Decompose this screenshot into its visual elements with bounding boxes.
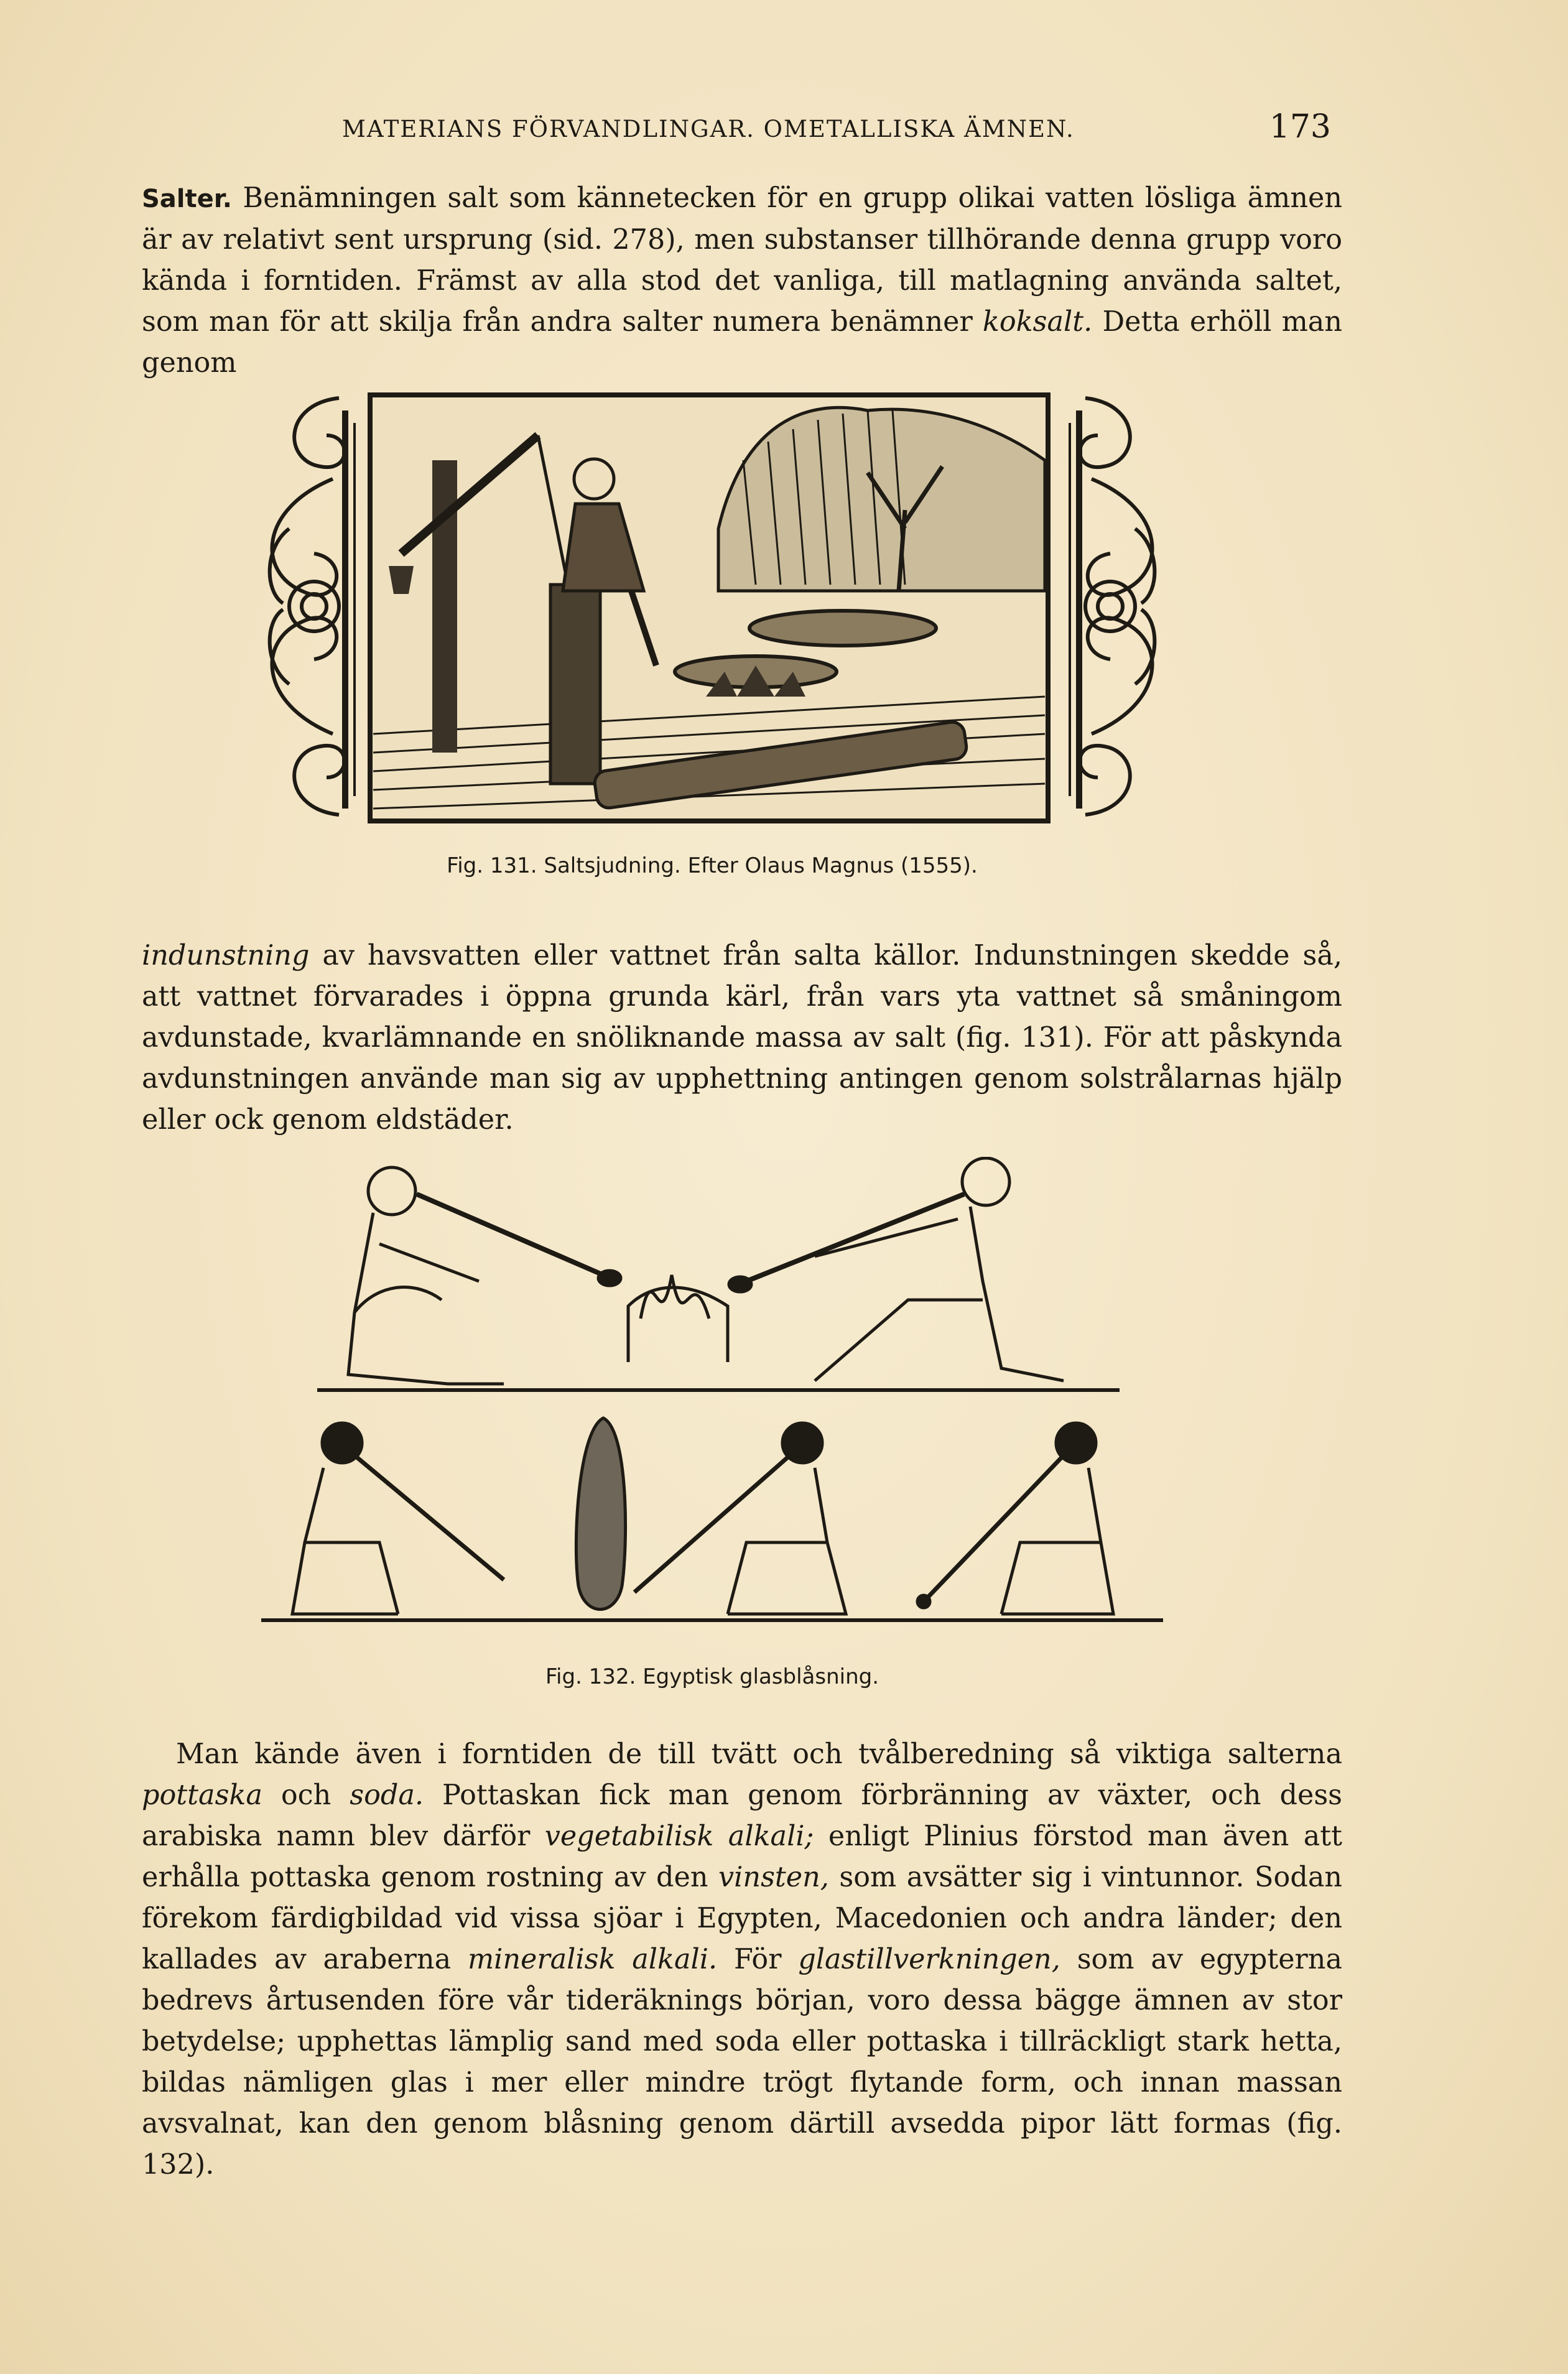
page-header [137, 104, 1350, 148]
figure-131-caption: Fig. 131. Saltsjudning. Efter Olaus Magnus (1555). [447, 853, 978, 878]
italic-term: vinsten, [718, 1862, 829, 1893]
paragraph-text: som avsätter sig i vintunnor. Sodan förekom färdigbildad vid vissa sjöar i Egypten, Macedonien och andra länder; den kallades av araberna [142, 1862, 1343, 1975]
paragraph-text: och [262, 1779, 350, 1811]
paragraph-indunstning [142, 935, 1342, 1141]
italic-term: indunstning [142, 940, 310, 971]
figure-132-drawing [255, 1157, 1169, 1642]
left-ornament [270, 398, 355, 815]
lower-register [261, 1418, 1163, 1620]
paragraph-pottaska-soda [142, 1734, 1342, 2186]
italic-term: soda. [350, 1779, 424, 1811]
paragraph-text: Detta erhöll man genom [142, 306, 1342, 379]
paragraph-text: Man kände även i forntiden de till tvätt och tvålberedning så viktiga salterna [176, 1738, 1342, 1770]
page-number: 173 [1269, 108, 1331, 146]
paragraph-salter [142, 178, 1342, 384]
figure-131-woodcut [246, 386, 1179, 827]
italic-term: pottaska [142, 1779, 262, 1811]
paragraph-text: av havsvatten eller vattnet från salta källor. Indunstningen skedde så, att vattnet förvarades i öppna grunda kärl, från vars yta vattnet så småningom avdunstade, kvarlämnande en snöliknande massa av salt (fig. 131). För att påskynda avdunstningen använde man sig av upphettning antingen genom solstrålarnas hjälp eller ock genom eldstäder. [142, 940, 1342, 1136]
italic-term: vegetabilisk alkali; [544, 1820, 814, 1852]
section-run-in-heading: Salter. [142, 185, 232, 213]
italic-term: glastillverkningen, [798, 1944, 1060, 1975]
woodcut-scene [370, 395, 1048, 821]
paragraph-text: Benämningen salt som kännetecken för en grupp olikai vatten lösliga ämnen är av relativt sent ursprung (sid. 278), men substanser tillhörande denna grupp voro kända i forntiden. Främst av alla stod det vanliga, till matlagning använda saltet, som man för att skilja från andra salter numera benämner [142, 182, 1342, 338]
italic-term: koksalt. [982, 306, 1093, 338]
figure-132-caption: Fig. 132. Egyptisk glasblåsning. [545, 1664, 879, 1689]
running-head: MATERIANS FÖRVANDLINGAR. OMETALLISKA ÄMNEN. [342, 116, 1075, 142]
italic-term: mineralisk alkali. [467, 1944, 718, 1975]
paragraph-text: Pottaskan fick man genom förbränning av växter, och dess arabiska namn blev därför [142, 1779, 1342, 1852]
paragraph-text: enligt Plinius förstod man även att erhålla pottaska genom rostning av den [142, 1820, 1343, 1893]
paragraph-text: som av egypterna bedrevs årtusenden före vår tideräknings början, voro dessa bägge ämnen av stor betydelse; upphettas lämplig sand med soda eller pottaska i tillräckligt stark hetta, bildas nämligen glas i mer eller mindre trögt flytande form, och innan massan avsvalnat, kan den genom blåsning genom därtill avsedda pipor lätt formas (fig. 132). [142, 1944, 1342, 2181]
paragraph-text: För [717, 1944, 799, 1975]
upper-register [317, 1158, 1120, 1390]
right-ornament [1070, 398, 1154, 815]
